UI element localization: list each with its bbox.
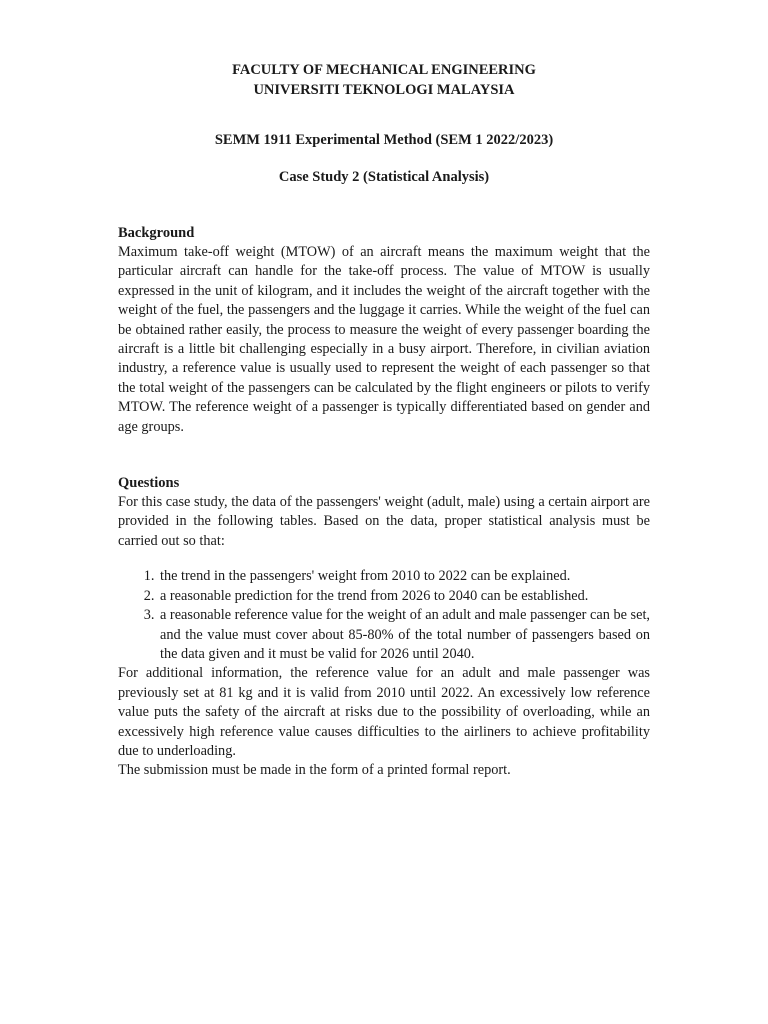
- questions-heading: Questions: [118, 475, 180, 492]
- case-study-title: Case Study 2 (Statistical Analysis): [278, 169, 490, 185]
- background-paragraph: Maximum take-off weight (MTOW) of an aircraft means the maximum weight that the particular aircraft can handle for the take-off process. The value of MTOW is usually expressed in the unit of kilogram, and it includes the weight of the aircraft together with the weight of the fuel, the passengers and the luggage it carries. While the weight of the fuel can be obtained rather easily, the process to measure the weight of every passenger boarding the aircraft is a little bit challenging especially in a busy airport. Therefore, in civilian aviation industry, a reference value is usually used to represent the weight of each passenger so that the total weight of the passengers can be calculated by the flight engineers or pilots to verify MTOW. The reference weight of a passenger is typically differentiated based on gender and age groups.: [118, 244, 650, 435]
- submission-note: The submission must be made in the form of a printed formal report.: [118, 762, 511, 779]
- list-item: 3. a reasonable reference value for the weight of an adult and male passenger can be set, and the value must cover about 85-80% of the total number of passengers based on the data given and it must be valid for 2026 until 2040.: [158, 606, 650, 664]
- faculty-name: FACULTY OF MECHANICAL ENGINEERING: [232, 62, 536, 78]
- course-title: SEMM 1911 Experimental Method (SEM 1 2022/2023): [214, 132, 554, 148]
- list-item: 2. a reasonable prediction for the trend from 2026 to 2040 can be established.: [158, 587, 650, 606]
- university-name: UNIVERSITI TEKNOLOGI MALAYSIA: [253, 82, 515, 98]
- list-item: 1. the trend in the passengers' weight from 2010 to 2022 can be explained.: [158, 567, 650, 586]
- additional-info-paragraph: For additional information, the reference value for an adult and male passenger was previously set at 81 kg and it is valid from 2010 until 2022. An excessively low reference value puts the safety of the aircraft at risks due to the possibility of overloading, while an excessively high reference value causes difficulties to the airliners to achieve profitability due to underloading.: [118, 665, 650, 759]
- questions-intro: For this case study, the data of the passengers' weight (adult, male) using a certain airport are provided in the following tables. Based on the data, proper statistical analysis must be carried out so that:: [118, 494, 650, 549]
- background-heading: Background: [118, 225, 195, 241]
- question-list: [118, 567, 650, 664]
